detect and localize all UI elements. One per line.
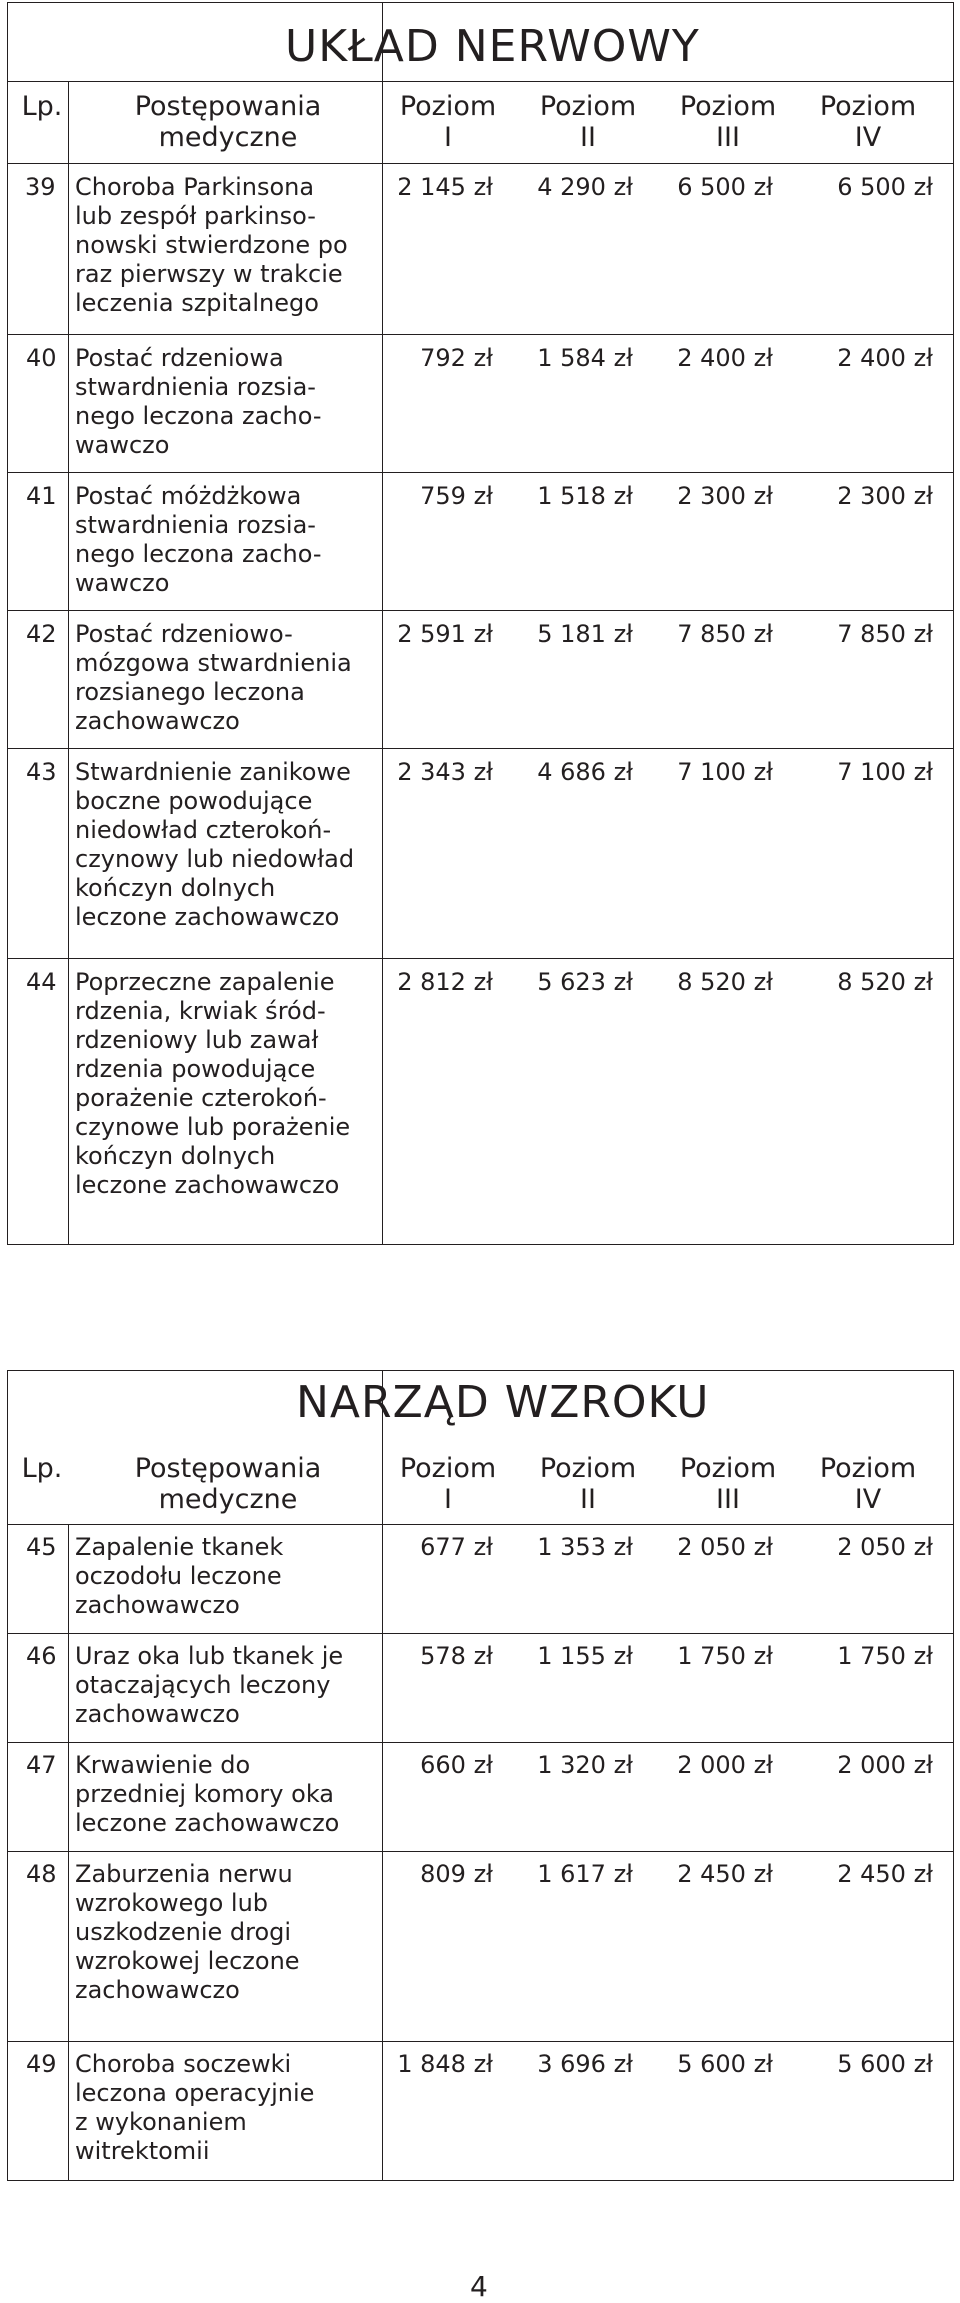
level-1-value: 792 zł [420,344,493,372]
row-divider [8,1742,953,1743]
procedure-name: Stwardnienie zanikowe boczne powodujące niedowład czterokoń- czynowy lub niedowład kończyn dolnych leczone zachowawczo [75,758,355,931]
eye-organ-table [7,1370,954,2181]
row-divider [8,472,953,473]
nervous-system-table [7,2,954,1245]
row-number: 44 [26,968,57,996]
level-4-value: 2 050 zł [837,1533,933,1561]
header-level-3: Poziom III [679,91,777,153]
level-3-value: 7 850 zł [677,620,773,648]
level-4-value: 2 300 zł [837,482,933,510]
level-3-value: 7 100 zł [677,758,773,786]
level-1-value: 578 zł [420,1642,493,1670]
row-divider [8,748,953,749]
section-title: NARZĄD WZROKU [296,1377,710,1428]
page-number: 4 [470,2270,488,2303]
row-divider [8,958,953,959]
level-2-value: 1 353 zł [537,1533,633,1561]
level-3-value: 2 450 zł [677,1860,773,1888]
procedure-name: Uraz oka lub tkanek je otaczających leczony zachowawczo [75,1642,344,1728]
level-2-value: 5 623 zł [537,968,633,996]
procedure-name: Postać móżdżkowa stwardnienia rozsia- nego leczona zacho- wawczo [75,482,322,597]
row-divider [8,2041,953,2042]
level-3-value: 2 050 zł [677,1533,773,1561]
level-1-value: 2 343 zł [397,758,493,786]
header-procedures: Postępowania medyczne [134,1453,322,1515]
level-1-value: 2 145 zł [397,173,493,201]
header-level-3: Poziom III [679,1453,777,1515]
header-lp: Lp. [21,1453,63,1484]
procedure-name: Choroba Parkinsona lub zespół parkinso- nowski stwierdzone po raz pierwszy w trakcie leczenia szpitalnego [75,173,348,317]
level-4-value: 5 600 zł [837,2050,933,2078]
row-divider [8,334,953,335]
header-level-2: Poziom II [539,1453,637,1515]
procedure-name: Zapalenie tkanek oczodołu leczone zachowawczo [75,1533,284,1619]
row-number: 42 [26,620,57,648]
header-divider [8,163,953,164]
header-divider [8,1524,953,1525]
row-number: 47 [26,1751,57,1779]
row-number: 49 [26,2050,57,2078]
level-4-value: 2 400 zł [837,344,933,372]
level-4-value: 7 850 zł [837,620,933,648]
level-3-value: 1 750 zł [677,1642,773,1670]
level-4-value: 2 000 zł [837,1751,933,1779]
level-1-value: 660 zł [420,1751,493,1779]
level-3-value: 2 300 zł [677,482,773,510]
level-2-value: 1 320 zł [537,1751,633,1779]
level-1-value: 2 591 zł [397,620,493,648]
column-divider [68,1524,69,2180]
level-2-value: 1 584 zł [537,344,633,372]
level-2-value: 1 617 zł [537,1860,633,1888]
procedure-name: Postać rdzeniowo- mózgowa stwardnienia rozsianego leczona zachowawczo [75,620,352,735]
level-4-value: 6 500 zł [837,173,933,201]
header-level-4: Poziom IV [819,1453,917,1515]
header-level-4: Poziom IV [819,91,917,153]
row-number: 48 [26,1860,57,1888]
row-number: 46 [26,1642,57,1670]
level-2-value: 1 518 zł [537,482,633,510]
row-number: 39 [25,173,56,201]
header-level-1: Poziom I [399,91,497,153]
row-number: 40 [26,344,57,372]
level-4-value: 7 100 zł [837,758,933,786]
header-level-2: Poziom II [539,91,637,153]
level-4-value: 2 450 zł [837,1860,933,1888]
level-1-value: 1 848 zł [397,2050,493,2078]
level-1-value: 2 812 zł [397,968,493,996]
title-divider [8,81,953,82]
row-number: 41 [26,482,57,510]
level-2-value: 4 290 zł [537,173,633,201]
level-1-value: 809 zł [420,1860,493,1888]
procedure-name: Zaburzenia nerwu wzrokowego lub uszkodzenie drogi wzrokowej leczone zachowawczo [75,1860,300,2004]
row-number: 43 [26,758,57,786]
header-procedures: Postępowania medyczne [134,91,322,153]
row-divider [8,610,953,611]
procedure-name: Choroba soczewki leczona operacyjnie z wykonaniem witrektomii [75,2050,315,2165]
level-2-value: 5 181 zł [537,620,633,648]
level-4-value: 8 520 zł [837,968,933,996]
level-1-value: 677 zł [420,1533,493,1561]
row-number: 45 [26,1533,57,1561]
level-3-value: 6 500 zł [677,173,773,201]
header-lp: Lp. [21,91,63,122]
level-1-value: 759 zł [420,482,493,510]
level-3-value: 8 520 zł [677,968,773,996]
level-2-value: 4 686 zł [537,758,633,786]
level-2-value: 3 696 zł [537,2050,633,2078]
row-divider [8,1633,953,1634]
level-2-value: 1 155 zł [537,1642,633,1670]
column-divider [68,81,69,1244]
header-level-1: Poziom I [399,1453,497,1515]
level-4-value: 1 750 zł [837,1642,933,1670]
level-3-value: 2 400 zł [677,344,773,372]
procedure-name: Krwawienie do przedniej komory oka leczone zachowawczo [75,1751,340,1837]
level-3-value: 5 600 zł [677,2050,773,2078]
procedure-name: Postać rdzeniowa stwardnienia rozsia- nego leczona zacho- wawczo [75,344,322,459]
section-title: UKŁAD NERWOWY [285,21,700,72]
row-divider [8,1851,953,1852]
level-3-value: 2 000 zł [677,1751,773,1779]
procedure-name: Poprzeczne zapalenie rdzenia, krwiak śród- rdzeniowy lub zawał rdzenia powodujące porażenie czterokoń- czynowe lub porażenie kończyn dolnych leczone zachowawczo [75,968,351,1199]
